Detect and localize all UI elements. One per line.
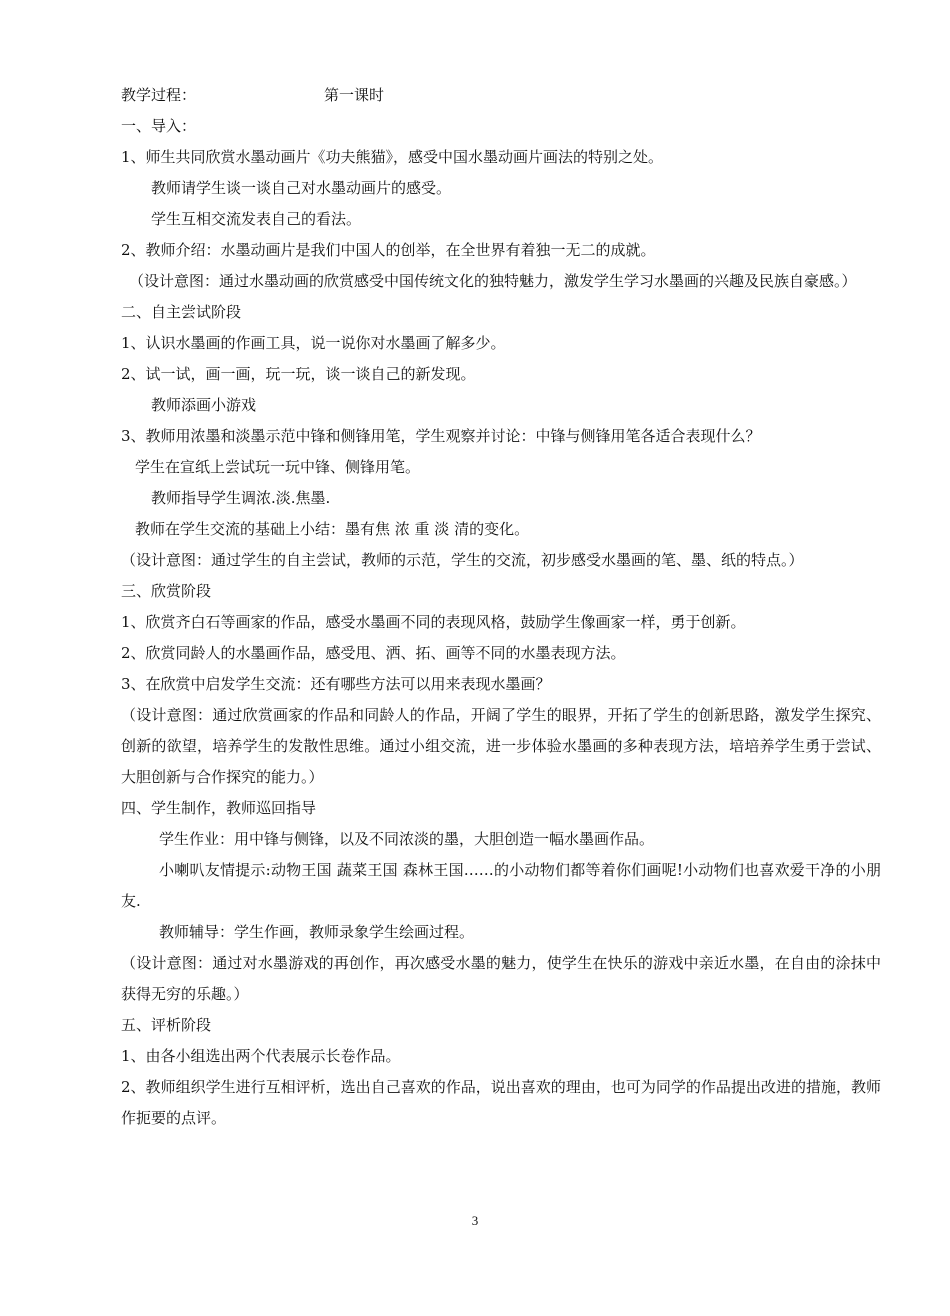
paragraph: 学生作业：用中锋与侧锋，以及不同浓淡的墨，大胆创造一幅水墨画作品。 [159, 830, 655, 848]
section-heading: 四、学生制作，教师巡回指导 [121, 799, 317, 817]
paragraph: 1、师生共同欣赏水墨动画片《功夫熊猫》，感受中国水墨动画片画法的特别之处。 [121, 148, 664, 166]
paragraph: 教师指导学生调浓.淡.焦墨. [151, 489, 331, 507]
paragraph: 学生互相交流发表自己的看法。 [151, 210, 362, 228]
paragraph: 2、试一试，画一画，玩一玩，谈一谈自己的新发现。 [121, 365, 476, 383]
paragraph: 3、在欣赏中启发学生交流：还有哪些方法可以用来表现水墨画？ [121, 675, 551, 693]
paragraph: 2、教师介绍：水墨动画片是我们中国人的创举，在全世界有着独一无二的成就。 [121, 241, 656, 259]
design-intent-note: （设计意图：通过学生的自主尝试，教师的示范，学生的交流，初步感受水墨画的笔、墨、纸的特点。） [121, 551, 804, 569]
lesson-label: 第一课时 [324, 86, 385, 104]
paragraph: 教师辅导：学生作画，教师录象学生绘画过程。 [159, 923, 475, 941]
paragraph: 1、认识水墨画的作画工具，说一说你对水墨画了解多少。 [121, 334, 506, 352]
design-intent-note: （设计意图：通过欣赏画家的作品和同龄人的作品，开阔了学生的眼界，开拓了学生的创新思路，激发学生探究、创新的欲望，培养学生的发散性思维。通过小组交流，进一步体验水墨画的多种表现方法，培培养学生勇于尝试、大胆创新与合作探究的能力。） [121, 706, 881, 786]
section-heading: 一、导入： [121, 117, 197, 135]
page-number: 3 [471, 1213, 479, 1228]
paragraph: 1、由各小组选出两个代表展示长卷作品。 [121, 1047, 401, 1065]
section-heading: 五、评析阶段 [121, 1016, 212, 1034]
section-heading: 二、自主尝试阶段 [121, 303, 242, 321]
paragraph: 小喇叭友情提示:动物王国 蔬菜王国 森林王国……的小动物们都等着你们画呢!小动物们也喜欢爱干净的小朋友. [121, 861, 881, 910]
paragraph: 学生在宣纸上尝试玩一玩中锋、侧锋用笔。 [135, 458, 421, 476]
paragraph: 2、欣赏同龄人的水墨画作品，感受甩、洒、拓、画等不同的水墨表现方法。 [121, 644, 626, 662]
design-intent-note: （设计意图：通过对水墨游戏的再创作，再次感受水墨的魅力，使学生在快乐的游戏中亲近水墨，在自由的涂抹中获得无穷的乐趣。） [121, 954, 881, 1003]
paragraph: 教师添画小游戏 [151, 396, 257, 414]
document-body [121, 80, 881, 1134]
paragraph: 2、教师组织学生进行互相评析，选出自己喜欢的作品，说出喜欢的理由，也可为同学的作品提出改进的措施，教师作扼要的点评。 [121, 1078, 881, 1127]
paragraph: 1、欣赏齐白石等画家的作品，感受水墨画不同的表现风格，鼓励学生像画家一样，勇于创新。 [121, 613, 746, 631]
design-intent-note: （设计意图：通过水墨动画的欣赏感受中国传统文化的独特魅力，激发学生学习水墨画的兴趣及民族自豪感。） [129, 272, 857, 290]
paragraph: 教师在学生交流的基础上小结：墨有焦 浓 重 淡 清的变化。 [135, 520, 530, 538]
paragraph: 3、教师用浓墨和淡墨示范中锋和侧锋用笔，学生观察并讨论：中锋与侧锋用笔各适合表现什么？ [121, 427, 761, 445]
paragraph: 教师请学生谈一谈自己对水墨动画片的感受。 [151, 179, 452, 197]
header-line [121, 80, 881, 111]
process-label: 教学过程： [121, 86, 197, 104]
section-heading: 三、欣赏阶段 [121, 582, 212, 600]
